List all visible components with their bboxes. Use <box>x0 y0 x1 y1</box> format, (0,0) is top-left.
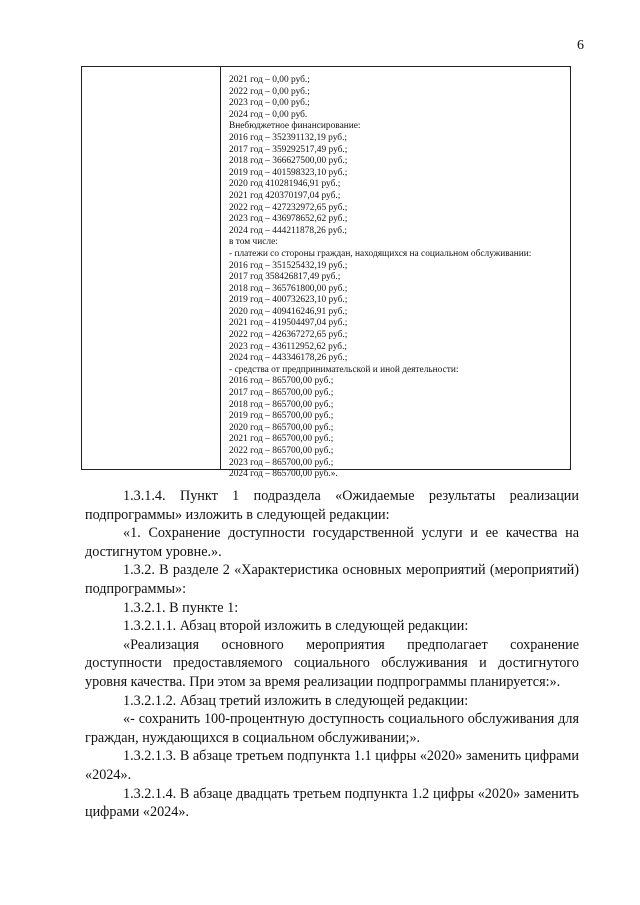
table-line: 2024 год – 0,00 руб. <box>229 109 308 120</box>
table-line: 2022 год – 427232972,65 руб.; <box>229 202 348 213</box>
table-line: - платежи со стороны граждан, находящихся на социальном обслуживании: <box>229 248 532 259</box>
paragraph: 1.3.2. В разделе 2 «Характеристика основных мероприятий (мероприятий) подпрограммы»: <box>85 562 579 597</box>
paragraph: 1.3.2.1. В пункте 1: <box>123 599 239 616</box>
table-line: 2016 год – 865700,00 руб.; <box>229 376 334 387</box>
table-line: 2022 год – 426367272,65 руб.; <box>229 330 348 341</box>
table-line: 2020 год – 865700,00 руб.; <box>229 422 334 433</box>
table-line: 2022 год – 0,00 руб.; <box>229 86 310 97</box>
table-line: 2023 год – 865700,00 руб.; <box>229 457 334 468</box>
table-line: 2017 год – 865700,00 руб.; <box>229 388 334 399</box>
table-line: 2024 год – 443346178,26 руб.; <box>229 353 348 364</box>
table-line: Внебюджетное финансирование: <box>229 121 361 132</box>
table-line: 2022 год – 865700,00 руб.; <box>229 446 334 456</box>
table-right-cell <box>221 67 570 480</box>
table-line: 2023 год – 436978652,62 руб.; <box>229 214 348 225</box>
table-line: 2021 год – 0,00 руб.; <box>229 75 310 85</box>
paragraph: «1. Сохранение доступности государственной услуги и ее качества на достигнутом уровне.». <box>85 525 579 560</box>
table-line: 2018 год – 366627500,00 руб.; <box>229 156 348 167</box>
table-left-cell <box>82 67 221 469</box>
table-line: 2018 год – 365761800,00 руб.; <box>229 283 348 294</box>
page-number: 6 <box>577 38 584 53</box>
table-line: 2020 год 410281946,91 руб.; <box>229 179 341 190</box>
table-line: 2021 год – 865700,00 руб.; <box>229 434 334 445</box>
table-line: 2017 год – 359292517,49 руб.; <box>229 144 348 155</box>
paragraph: «- сохранить 100-процентную доступность социального обслуживания для граждан, нуждающихся в социальном обслуживании;». <box>85 711 579 746</box>
paragraph: 1.3.2.1.1. Абзац второй изложить в следующей редакции: <box>123 618 469 635</box>
table-line: 2017 год 358426817,49 руб.; <box>229 272 341 283</box>
table-line: - средства от предпринимательской и иной деятельности: <box>229 364 459 375</box>
table-line: 2023 год – 0,00 руб.; <box>229 98 310 109</box>
document-body <box>85 487 579 822</box>
table-line: 2019 год – 401598323,10 руб.; <box>229 167 348 178</box>
table-line: 2016 год – 352391132,19 руб.; <box>229 132 348 143</box>
table-line: 2019 год – 400732623,10 руб.; <box>229 295 348 306</box>
table-line: 2018 год – 865700,00 руб.; <box>229 399 334 410</box>
table-line: 2024 год – 444211878,26 руб.; <box>229 225 348 236</box>
paragraph: 1.3.2.1.3. В абзаце третьем подпункта 1.1 цифры «2020» заменить цифрами «2024». <box>85 748 579 783</box>
paragraph: 1.3.2.1.4. В абзаце двадцать третьем подпункта 1.2 цифры «2020» заменить цифрами «2024». <box>85 785 579 821</box>
table-line: 2021 год – 419504497,04 руб.; <box>229 318 348 329</box>
financing-table <box>81 66 571 480</box>
table-line: 2020 год – 409416246,91 руб.; <box>229 306 348 317</box>
table-line: 2023 год – 436112952,62 руб.; <box>229 341 348 352</box>
paragraph: 1.3.2.1.2. Абзац третий изложить в следующей редакции: <box>123 692 469 709</box>
table-line: 2016 год – 351525432,19 руб.; <box>229 260 348 271</box>
table-line: 2024 год – 865700,00 руб.». <box>229 469 338 480</box>
table-line: 2019 год – 865700,00 руб.; <box>229 411 334 422</box>
paragraph: 1.3.1.4. Пункт 1 подраздела «Ожидаемые результаты реализации подпрограммы» изложить в следующей редакции: <box>85 488 579 523</box>
table-line: в том числе: <box>229 237 278 248</box>
table-line: 2021 год 420370197,04 руб.; <box>229 190 341 201</box>
paragraph: «Реализация основного мероприятия предполагает сохранение доступности предоставляемого социального обслуживания и достигнутого уровня качества. При этом за время реализации подпрограммы планируется:». <box>85 636 579 690</box>
